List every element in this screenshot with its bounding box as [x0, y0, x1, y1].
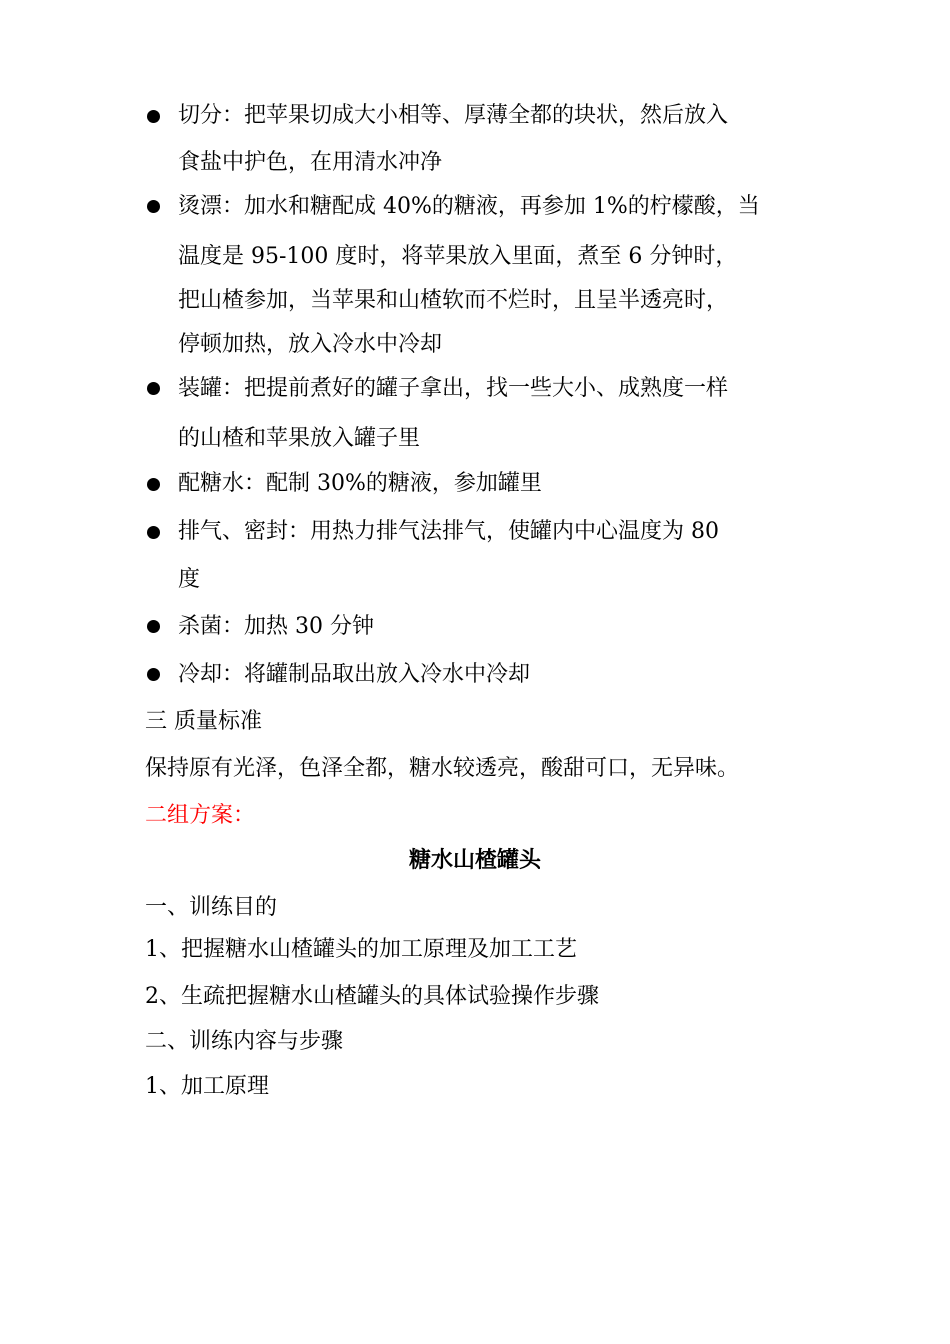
step-line: 停顿加热，放入冷水中冷却 [178, 332, 443, 357]
objective-item: 1、把握糖水山楂罐头的加工原理及加工工艺 [145, 937, 577, 962]
bullet-icon [147, 110, 160, 123]
step-line: 烫漂：加水和糖配成 40%的糖液，再参加 1%的柠檬酸，当 [178, 194, 760, 219]
step-line: 切分：把苹果切成大小相等、厚薄全都的块状，然后放入 [178, 103, 729, 128]
step-line: 装罐：把提前煮好的罐子拿出，找一些大小、成熟度一样 [178, 376, 729, 401]
step-line: 冷却：将罐制品取出放入冷水中冷却 [178, 662, 531, 687]
bullet-icon [147, 526, 160, 539]
step-line: 配糖水：配制 30%的糖液，参加罐里 [178, 471, 542, 496]
quality-heading: 三 质量标准 [145, 709, 262, 734]
step-line: 温度是 95-100 度时，将苹果放入里面，煮至 6 分钟时， [178, 244, 738, 269]
bullet-icon [147, 620, 160, 633]
bullet-icon [147, 382, 160, 395]
document-title: 糖水山楂罐头 [408, 848, 541, 873]
group-label: 二组方案： [145, 803, 256, 828]
bullet-icon [147, 478, 160, 491]
step-line: 的山楂和苹果放入罐子里 [178, 426, 421, 451]
section-heading: 一、训练目的 [145, 895, 278, 920]
step-line: 杀菌：加热 30 分钟 [178, 614, 374, 639]
quality-text: 保持原有光泽，色泽全都，糖水较透亮，酸甜可口，无异味。 [145, 756, 740, 781]
objective-item: 2、生疏把握糖水山楂罐头的具体试验操作步骤 [145, 984, 599, 1009]
subsection-heading: 1、加工原理 [145, 1074, 269, 1099]
step-line: 把山楂参加，当苹果和山楂软而不烂时，且呈半透亮时， [178, 288, 729, 313]
bullet-icon [147, 668, 160, 681]
step-line: 度 [178, 567, 201, 592]
step-line: 排气、密封：用热力排气法排气，使罐内中心温度为 80 [178, 519, 719, 544]
bullet-icon [147, 200, 160, 213]
step-line: 食盐中护色，在用清水冲净 [178, 150, 443, 175]
section-heading: 二、训练内容与步骤 [145, 1029, 344, 1054]
